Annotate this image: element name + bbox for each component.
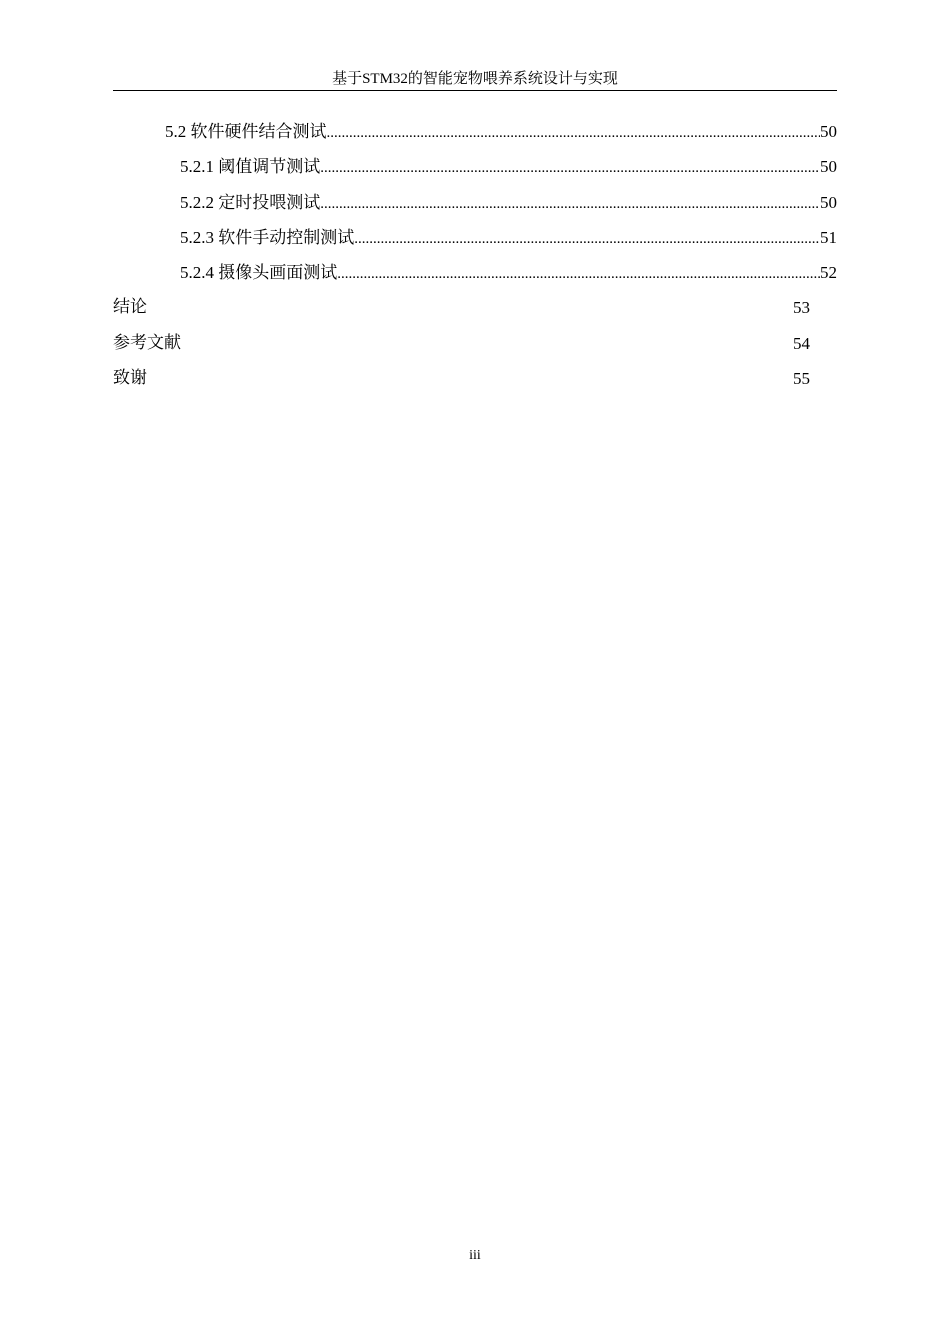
toc-entry-5-2-1[interactable]: [113, 149, 837, 184]
toc-entry-page: 54: [793, 333, 810, 353]
toc-entry-conclusion[interactable]: [113, 290, 837, 325]
toc-entry-title: 5.2.3 软件手动控制测试: [180, 227, 355, 247]
dot-leader: [320, 151, 820, 186]
toc-entry-title: 参考文献: [113, 332, 181, 353]
toc-entry-page: 53: [793, 298, 810, 318]
toc-entry-title: 致谢: [113, 368, 147, 389]
dot-leader: [320, 187, 820, 222]
toc-entry-5-2-3[interactable]: [113, 220, 837, 255]
running-header: 基于STM32的智能宠物喂养系统设计与实现: [113, 68, 837, 91]
toc-entry-page: 55: [793, 369, 810, 389]
dot-leader: [327, 116, 821, 151]
toc-entry-acknowledgements[interactable]: [113, 361, 837, 396]
dot-leader: [354, 222, 820, 257]
toc-entry-title: 5.2.2 定时投喂测试: [180, 192, 321, 212]
dot-leader: [337, 257, 820, 292]
toc-entry-5-2-2[interactable]: [113, 185, 837, 220]
toc-entry-references[interactable]: [113, 326, 837, 361]
toc-entry-title: 5.2 软件硬件结合测试: [165, 122, 327, 141]
table-of-contents: [113, 114, 837, 396]
toc-entry-title: 5.2.1 阈值调节测试: [180, 157, 321, 177]
page-number: iii: [469, 1248, 481, 1263]
toc-entry-5-2-4[interactable]: [113, 255, 837, 290]
toc-entry-page: 51: [820, 227, 837, 247]
toc-entry-page: 50: [820, 192, 837, 212]
toc-entry-page: 50: [820, 122, 837, 141]
toc-entry-title: 5.2.4 摄像头画面测试: [180, 263, 338, 283]
toc-entry-page: 52: [820, 263, 837, 283]
toc-entry-5-2[interactable]: [113, 114, 837, 149]
toc-entry-title: 结论: [113, 297, 147, 318]
toc-entry-page: 50: [820, 157, 837, 177]
